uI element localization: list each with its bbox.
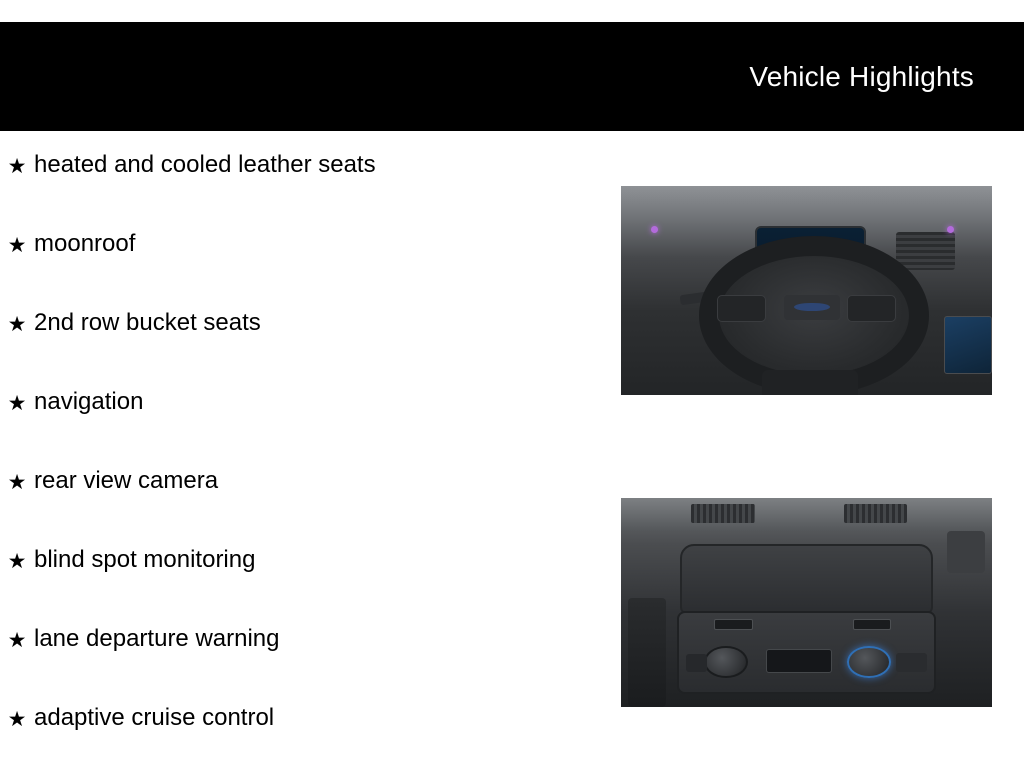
temperature-knob-right	[847, 646, 890, 678]
air-vent	[691, 504, 754, 523]
list-item-label: 2nd row bucket seats	[34, 309, 261, 336]
list-item	[0, 545, 600, 624]
gear-shifter	[947, 531, 984, 573]
climate-control-panel	[677, 611, 937, 695]
infotainment-screen-edge	[944, 316, 992, 375]
rear-climate-button	[896, 653, 927, 672]
steering-wheel-and-instrument-cluster-photo	[621, 186, 992, 395]
list-item	[0, 308, 600, 387]
star-icon: ★	[7, 471, 27, 494]
list-item-label: heated and cooled leather seats	[34, 151, 376, 178]
star-icon: ★	[7, 313, 27, 336]
control-slot	[853, 619, 891, 629]
list-item	[0, 387, 600, 466]
aux-button	[686, 654, 706, 672]
list-item-label: lane departure warning	[34, 625, 280, 652]
star-icon: ★	[7, 392, 27, 415]
star-icon: ★	[7, 550, 27, 573]
list-item-label: moonroof	[34, 230, 136, 257]
steering-wheel-right-buttons	[847, 295, 895, 322]
seat-belt	[628, 598, 665, 707]
list-item	[0, 466, 600, 545]
air-vent	[844, 504, 907, 523]
star-icon: ★	[7, 234, 27, 257]
header-bar	[0, 22, 1024, 131]
air-vent	[896, 232, 955, 270]
list-item-label: rear view camera	[34, 467, 219, 494]
list-item	[0, 703, 600, 768]
lower-console	[762, 370, 858, 395]
list-item	[0, 150, 600, 229]
list-item	[0, 624, 600, 703]
page-title: Vehicle Highlights	[749, 60, 974, 92]
dashboard-top	[621, 498, 992, 531]
steering-wheel-hub-emblem	[784, 295, 840, 320]
star-icon: ★	[7, 155, 27, 178]
list-item-label: navigation	[34, 388, 144, 415]
vehicle-highlights-list	[0, 150, 600, 768]
control-slot	[714, 619, 752, 629]
star-icon: ★	[7, 629, 27, 652]
climate-display	[766, 649, 832, 673]
list-item	[0, 229, 600, 308]
list-item-label: blind spot monitoring	[34, 546, 256, 573]
ambient-light-icon	[651, 226, 658, 233]
star-icon: ★	[7, 708, 27, 731]
steering-wheel-left-buttons	[717, 295, 765, 322]
temperature-knob-left	[704, 646, 747, 678]
list-item-label: adaptive cruise control	[34, 704, 275, 731]
center-console-climate-controls-photo	[621, 498, 992, 707]
center-armrest	[680, 544, 932, 615]
